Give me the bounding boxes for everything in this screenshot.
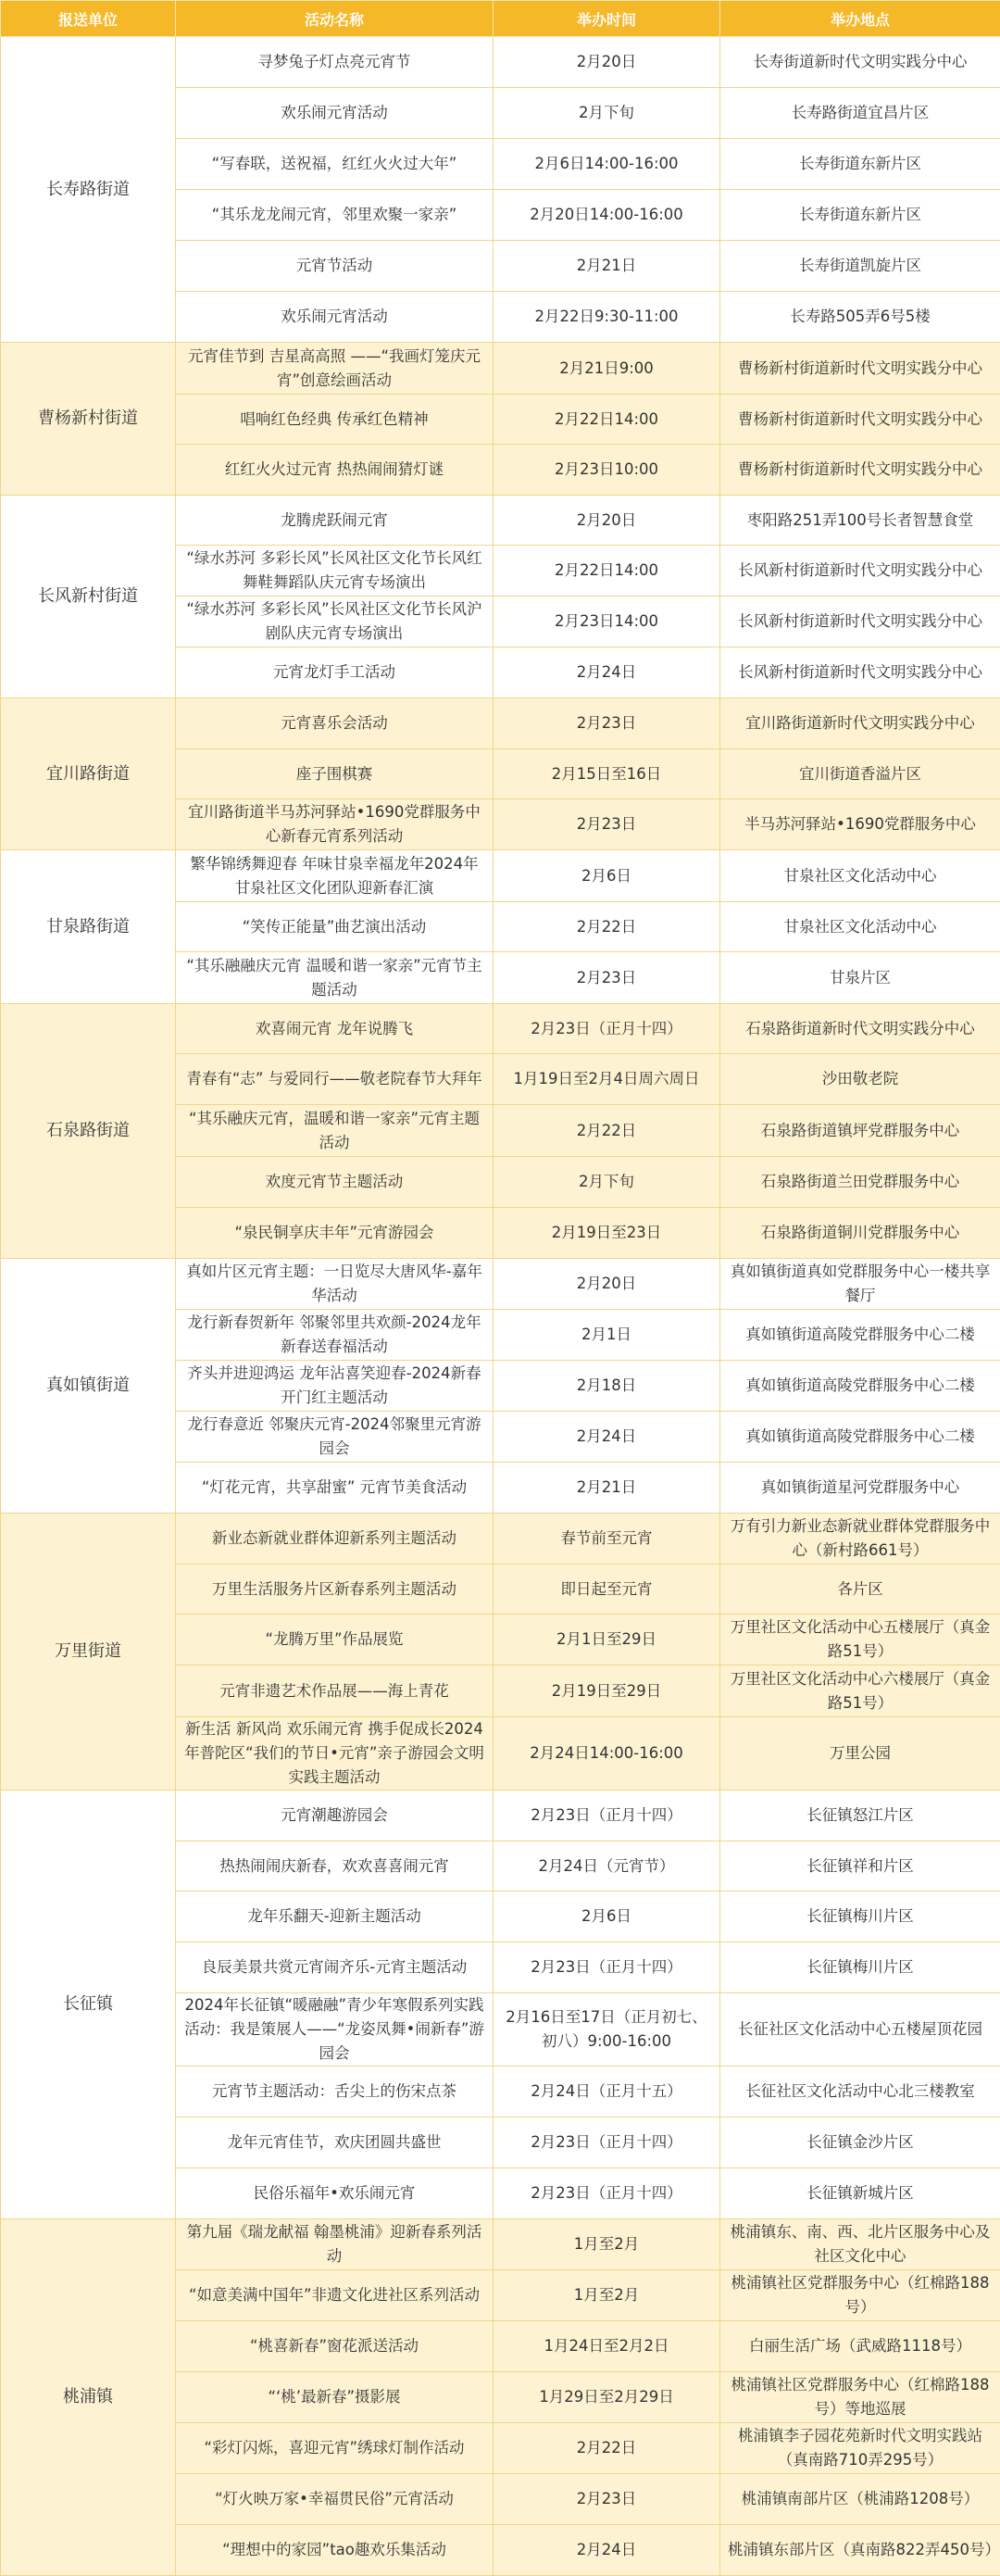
activity-name-cell: “笑传正能量”曲艺演出活动 [176, 902, 494, 952]
time-cell: 2月23日（正月十四） [494, 1791, 720, 1841]
place-cell: 长寿街道新时代文明实践分中心 [720, 37, 1000, 88]
time-cell: 2月21日 [494, 241, 720, 292]
place-cell: 长寿路505弄6号5楼 [720, 292, 1000, 343]
time-cell: 2月18日 [494, 1361, 720, 1412]
unit-cell: 真如镇街道 [1, 1259, 176, 1514]
activity-name-cell: “其乐融融庆元宵 温暖和谐一家亲”元宵节主题活动 [176, 952, 494, 1004]
time-cell: 2月下旬 [494, 88, 720, 139]
place-cell: 甘泉片区 [720, 952, 1000, 1004]
table-row [1, 496, 1000, 546]
activity-name-cell: 良辰美景共赏元宵闹齐乐-元宵主题活动 [176, 1942, 494, 1993]
time-cell: 1月至2月 [494, 2270, 720, 2321]
place-cell: 甘泉社区文化活动中心 [720, 902, 1000, 952]
place-cell: 桃浦镇社区党群服务中心（红棉路188号）等地巡展 [720, 2372, 1000, 2423]
activity-name-cell: 宜川路街道半马苏河驿站•1690党群服务中心新春元宵系列活动 [176, 799, 494, 850]
time-cell: 2月21日9:00 [494, 343, 720, 395]
time-cell: 2月24日 [494, 647, 720, 698]
time-cell: 2月20日14:00-16:00 [494, 190, 720, 241]
place-cell: 石泉路街道镇坪党群服务中心 [720, 1105, 1000, 1157]
activity-name-cell: 龙腾虎跃闹元宵 [176, 496, 494, 546]
time-cell: 2月24日（元宵节） [494, 1841, 720, 1891]
time-cell: 2月20日 [494, 1259, 720, 1310]
activity-name-cell: “彩灯闪烁，喜迎元宵”绣球灯制作活动 [176, 2423, 494, 2474]
table-body [1, 37, 1000, 2576]
place-cell: 甘泉社区文化活动中心 [720, 850, 1000, 902]
unit-cell: 长征镇 [1, 1791, 176, 2219]
place-cell: 枣阳路251弄100号长者智慧食堂 [720, 496, 1000, 546]
time-cell: 2月22日 [494, 1105, 720, 1157]
activity-name-cell: “龙腾万里”作品展览 [176, 1615, 494, 1665]
activity-name-cell: 寻梦兔子灯点亮元宵节 [176, 37, 494, 88]
place-cell: 长征镇梅川片区 [720, 1891, 1000, 1942]
activity-name-cell: 龙年乐翻天-迎新主题活动 [176, 1891, 494, 1942]
unit-cell: 宜川路街道 [1, 698, 176, 850]
table-row [1, 1004, 1000, 1054]
unit-cell: 石泉路街道 [1, 1004, 176, 1259]
place-cell: 白丽生活广场（武威路1118号） [720, 2321, 1000, 2372]
activity-name-cell: “桃喜新春”窗花派送活动 [176, 2321, 494, 2372]
place-cell: 万里社区文化活动中心六楼展厅（真金路51号） [720, 1665, 1000, 1717]
place-cell: 长征镇金沙片区 [720, 2117, 1000, 2168]
time-cell: 2月23日 [494, 799, 720, 850]
time-cell: 2月23日（正月十四） [494, 2117, 720, 2168]
table-row [1, 1791, 1000, 1841]
time-cell: 春节前至元宵 [494, 1514, 720, 1564]
activity-name-cell: 繁华锦绣舞迎春 年味甘泉幸福龙年2024年甘泉社区文化团队迎新春汇演 [176, 850, 494, 902]
activity-name-cell: “灯火映万家•幸福贯民俗”元宵活动 [176, 2474, 494, 2525]
place-cell: 长风新村街道新时代文明实践分中心 [720, 546, 1000, 597]
time-cell: 1月19日至2月4日周六周日 [494, 1054, 720, 1105]
time-cell: 2月21日 [494, 1463, 720, 1514]
activity-name-cell: “其乐龙龙闹元宵，邻里欢聚一家亲” [176, 190, 494, 241]
time-cell: 2月6日 [494, 1891, 720, 1942]
header-unit: 报送单位 [1, 1, 176, 37]
time-cell: 2月23日 [494, 698, 720, 749]
activity-name-cell: 元宵龙灯手工活动 [176, 647, 494, 698]
place-cell: 真如镇街道高陵党群服务中心二楼 [720, 1310, 1000, 1361]
place-cell: 长风新村街道新时代文明实践分中心 [720, 597, 1000, 647]
time-cell: 2月23日14:00 [494, 597, 720, 647]
activity-name-cell: 龙年元宵佳节，欢庆团圆共盛世 [176, 2117, 494, 2168]
activity-name-cell: 红红火火过元宵 热热闹闹猜灯谜 [176, 445, 494, 496]
time-cell: 2月23日 [494, 2474, 720, 2525]
place-cell: 桃浦镇社区党群服务中心（红棉路188号） [720, 2270, 1000, 2321]
time-cell: 2月15日至16日 [494, 749, 720, 799]
unit-cell: 长风新村街道 [1, 496, 176, 698]
header-place: 举办地点 [720, 1, 1000, 37]
activity-name-cell: 龙行春意近 邻聚庆元宵-2024邻聚里元宵游园会 [176, 1412, 494, 1463]
activity-name-cell: 元宵非遗艺术作品展——海上青花 [176, 1665, 494, 1717]
activity-name-cell: 欢乐闹元宵活动 [176, 88, 494, 139]
time-cell: 2月23日（正月十四） [494, 1942, 720, 1993]
time-cell: 2月19日至23日 [494, 1208, 720, 1259]
time-cell: 1月29日至2月29日 [494, 2372, 720, 2423]
time-cell: 1月24日至2月2日 [494, 2321, 720, 2372]
time-cell: 1月至2月 [494, 2219, 720, 2270]
activity-name-cell: “理想中的家园”tao趣欢乐集活动 [176, 2525, 494, 2576]
place-cell: 长征社区文化活动中心北三楼教室 [720, 2067, 1000, 2117]
header-time: 举办时间 [494, 1, 720, 37]
unit-cell: 曹杨新村街道 [1, 343, 176, 496]
place-cell: 长征镇祥和片区 [720, 1841, 1000, 1891]
activity-name-cell: “泉民铜享庆丰年”元宵游园会 [176, 1208, 494, 1259]
place-cell: 万里公园 [720, 1717, 1000, 1791]
time-cell: 2月20日 [494, 496, 720, 546]
place-cell: 长征镇怒江片区 [720, 1791, 1000, 1841]
unit-cell: 长寿路街道 [1, 37, 176, 343]
time-cell: 2月1日 [494, 1310, 720, 1361]
activity-name-cell: 欢喜闹元宵 龙年说腾飞 [176, 1004, 494, 1054]
activity-name-cell: 元宵节主题活动：舌尖上的伤宋点茶 [176, 2067, 494, 2117]
time-cell: 2月22日14:00 [494, 546, 720, 597]
place-cell: 真如镇街道高陵党群服务中心二楼 [720, 1361, 1000, 1412]
time-cell: 2月6日14:00-16:00 [494, 139, 720, 190]
table-header-row [1, 1, 1000, 37]
activity-name-cell: “绿水苏河 多彩长风”长风社区文化节长风沪剧队庆元宵专场演出 [176, 597, 494, 647]
table-row [1, 698, 1000, 749]
table-row [1, 343, 1000, 395]
place-cell: 各片区 [720, 1564, 1000, 1615]
place-cell: 长征镇梅川片区 [720, 1942, 1000, 1993]
time-cell: 2月24日（正月十五） [494, 2067, 720, 2117]
activity-name-cell: 座子围棋赛 [176, 749, 494, 799]
unit-cell: 万里街道 [1, 1514, 176, 1791]
time-cell: 2月23日10:00 [494, 445, 720, 496]
place-cell: 真如镇街道星河党群服务中心 [720, 1463, 1000, 1514]
activity-name-cell: 2024年长征镇“暖融融”青少年寒假系列实践活动：我是策展人——“龙姿凤舞•闹新春”游园会 [176, 1993, 494, 2067]
place-cell: 宜川街道香溢片区 [720, 749, 1000, 799]
activity-name-cell: 元宵潮趣游园会 [176, 1791, 494, 1841]
time-cell: 2月下旬 [494, 1157, 720, 1208]
activity-name-cell: “绿水苏河 多彩长风”长风社区文化节长风红舞鞋舞蹈队庆元宵专场演出 [176, 546, 494, 597]
activity-name-cell: 龙行新春贺新年 邻聚邻里共欢颜-2024龙年新春送春福活动 [176, 1310, 494, 1361]
time-cell: 2月19日至29日 [494, 1665, 720, 1717]
activity-name-cell: 第九届《瑞龙献福 翰墨桃浦》迎新春系列活动 [176, 2219, 494, 2270]
place-cell: 长征社区文化活动中心五楼屋顶花园 [720, 1993, 1000, 2067]
activity-name-cell: 热热闹闹庆新春，欢欢喜喜闹元宵 [176, 1841, 494, 1891]
activity-name-cell: 新业态新就业群体迎新系列主题活动 [176, 1514, 494, 1564]
place-cell: 桃浦镇南部片区（桃浦路1208号） [720, 2474, 1000, 2525]
place-cell: 石泉路街道铜川党群服务中心 [720, 1208, 1000, 1259]
time-cell: 即日起至元宵 [494, 1564, 720, 1615]
place-cell: 曹杨新村街道新时代文明实践分中心 [720, 445, 1000, 496]
place-cell: 宜川路街道新时代文明实践分中心 [720, 698, 1000, 749]
activity-name-cell: 元宵节活动 [176, 241, 494, 292]
time-cell: 2月22日9:30-11:00 [494, 292, 720, 343]
time-cell: 2月16日至17日（正月初七、初八）9:00-16:00 [494, 1993, 720, 2067]
activity-name-cell: “其乐融庆元宵，温暖和谐一家亲”元宵主题活动 [176, 1105, 494, 1157]
time-cell: 2月23日 [494, 952, 720, 1004]
time-cell: 2月24日 [494, 1412, 720, 1463]
table-row [1, 37, 1000, 88]
time-cell: 2月22日14:00 [494, 395, 720, 445]
activity-name-cell: 唱响红色经典 传承红色精神 [176, 395, 494, 445]
place-cell: 真如镇街道高陵党群服务中心二楼 [720, 1412, 1000, 1463]
place-cell: 长寿街道东新片区 [720, 190, 1000, 241]
place-cell: 桃浦镇东部片区（真南路822弄450号） [720, 2525, 1000, 2576]
time-cell: 2月1日至29日 [494, 1615, 720, 1665]
unit-cell: 桃浦镇 [1, 2219, 176, 2576]
place-cell: 长风新村街道新时代文明实践分中心 [720, 647, 1000, 698]
table-row [1, 1514, 1000, 1564]
activity-name-cell: 万里生活服务片区新春系列主题活动 [176, 1564, 494, 1615]
activity-name-cell: 真如片区元宵主题：一日览尽大唐风华-嘉年华活动 [176, 1259, 494, 1310]
unit-cell: 甘泉路街道 [1, 850, 176, 1004]
activity-name-cell: 新生活 新风尚 欢乐闹元宵 携手促成长2024年普陀区“我们的节日•元宵”亲子游园会文明实践主题活动 [176, 1717, 494, 1791]
place-cell: 石泉路街道兰田党群服务中心 [720, 1157, 1000, 1208]
place-cell: 石泉路街道新时代文明实践分中心 [720, 1004, 1000, 1054]
time-cell: 2月22日 [494, 2423, 720, 2474]
place-cell: 曹杨新村街道新时代文明实践分中心 [720, 343, 1000, 395]
activity-name-cell: “‘桃’最新春”摄影展 [176, 2372, 494, 2423]
activity-name-cell: 民俗乐福年•欢乐闹元宵 [176, 2168, 494, 2219]
table-row [1, 850, 1000, 902]
time-cell: 2月23日（正月十四） [494, 1004, 720, 1054]
table-row [1, 2219, 1000, 2270]
place-cell: 长寿街道凯旋片区 [720, 241, 1000, 292]
activity-name-cell: “如意美满中国年”非遗文化进社区系列活动 [176, 2270, 494, 2321]
time-cell: 2月20日 [494, 37, 720, 88]
place-cell: 桃浦镇东、南、西、北片区服务中心及社区文化中心 [720, 2219, 1000, 2270]
place-cell: 桃浦镇李子园花苑新时代文明实践站（真南路710弄295号） [720, 2423, 1000, 2474]
time-cell: 2月22日 [494, 902, 720, 952]
activity-name-cell: 元宵喜乐会活动 [176, 698, 494, 749]
activity-name-cell: “写春联，送祝福，红红火火过大年” [176, 139, 494, 190]
place-cell: 长寿街道东新片区 [720, 139, 1000, 190]
header-activity-name: 活动名称 [176, 1, 494, 37]
place-cell: 曹杨新村街道新时代文明实践分中心 [720, 395, 1000, 445]
place-cell: 真如镇街道真如党群服务中心一楼共享餐厅 [720, 1259, 1000, 1310]
activity-name-cell: 青春有“志” 与爱同行——敬老院春节大拜年 [176, 1054, 494, 1105]
place-cell: 长征镇新城片区 [720, 2168, 1000, 2219]
place-cell: 万里社区文化活动中心五楼展厅（真金路51号） [720, 1615, 1000, 1665]
time-cell: 2月24日14:00-16:00 [494, 1717, 720, 1791]
place-cell: 沙田敬老院 [720, 1054, 1000, 1105]
place-cell: 长寿路街道宜昌片区 [720, 88, 1000, 139]
activity-name-cell: 欢度元宵节主题活动 [176, 1157, 494, 1208]
place-cell: 万有引力新业态新就业群体党群服务中心（新村路661号） [720, 1514, 1000, 1564]
table-row [1, 1259, 1000, 1310]
activity-name-cell: 欢乐闹元宵活动 [176, 292, 494, 343]
activity-name-cell: 元宵佳节到 吉星高高照 ——“我画灯笼庆元宵”创意绘画活动 [176, 343, 494, 395]
activity-name-cell: “灯花元宵，共享甜蜜” 元宵节美食活动 [176, 1463, 494, 1514]
time-cell: 2月6日 [494, 850, 720, 902]
time-cell: 2月23日（正月十四） [494, 2168, 720, 2219]
activity-name-cell: 齐头并进迎鸿运 龙年沾喜笑迎春-2024新春开门红主题活动 [176, 1361, 494, 1412]
place-cell: 半马苏河驿站•1690党群服务中心 [720, 799, 1000, 850]
time-cell: 2月24日 [494, 2525, 720, 2576]
